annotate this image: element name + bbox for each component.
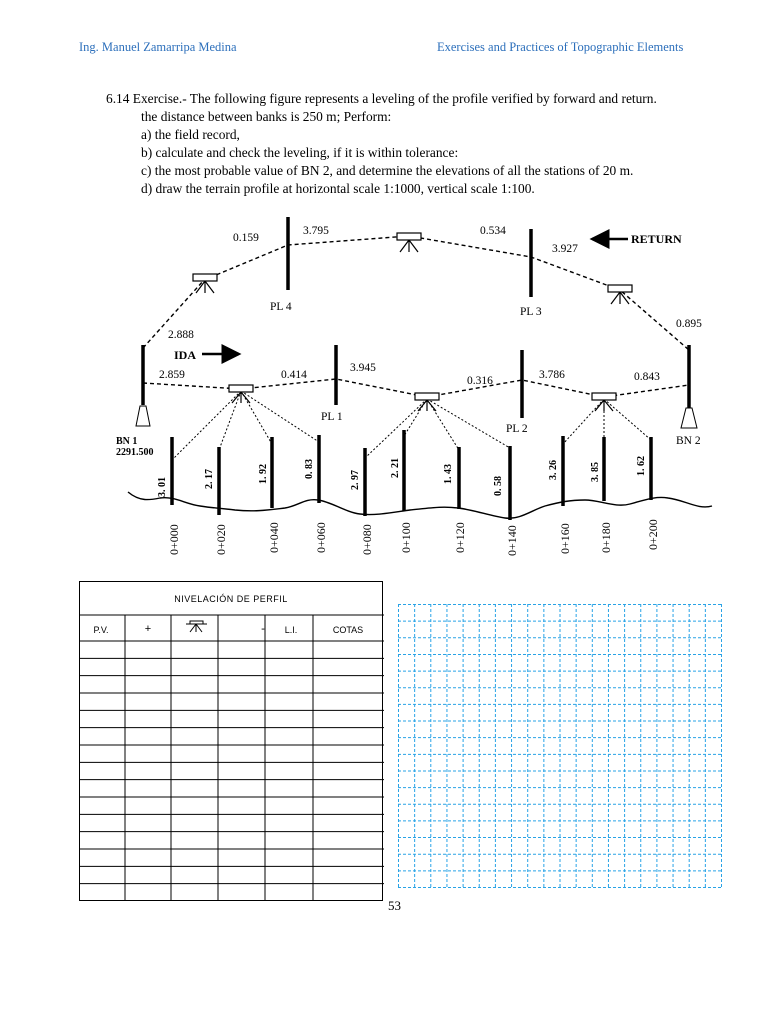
station-7: 0+140 xyxy=(505,525,519,556)
reading-return-0534: 0.534 xyxy=(480,225,506,237)
station-10: 0+200 xyxy=(646,519,660,550)
station-1: 0+020 xyxy=(214,524,228,555)
leveling-profile-figure xyxy=(0,210,768,570)
label-ida: IDA xyxy=(174,348,197,362)
column-header-minus: - xyxy=(261,623,265,635)
reading-fwd-3786: 3.786 xyxy=(539,369,565,381)
column-header-pv: P.V. xyxy=(93,625,109,635)
label-bn1-elevation: 2291.500 xyxy=(116,447,154,458)
exercise-line-2: the distance between banks is 250 m; Perform: xyxy=(141,109,392,124)
label-pl4: PL 4 xyxy=(270,301,292,313)
station-4: 0+080 xyxy=(360,524,374,555)
exercise-line-1: 6.14 Exercise.- The following figure represents a leveling of the profile verified by forward and return. xyxy=(106,91,657,106)
reading-fwd-3945: 3.945 xyxy=(350,362,376,374)
reading-fwd-0414: 0.414 xyxy=(281,369,307,381)
reading-int-10: 1. 62 xyxy=(636,456,647,476)
reading-int-0: 3. 01 xyxy=(157,477,168,497)
station-5: 0+100 xyxy=(399,522,413,553)
reading-fwd-0316: 0.316 xyxy=(467,375,493,387)
level-instrument-icon xyxy=(193,233,632,411)
reading-int-6: 1. 43 xyxy=(443,464,454,484)
reading-int-5: 2. 21 xyxy=(390,458,401,478)
label-bn2: BN 2 xyxy=(676,435,701,447)
record-sheet-title: NIVELACIÓN DE PERFIL xyxy=(174,594,288,604)
station-6: 0+120 xyxy=(453,522,467,553)
reading-int-4: 2. 97 xyxy=(350,470,361,490)
reading-return-3795: 3.795 xyxy=(303,225,329,237)
reading-fwd-0843: 0.843 xyxy=(634,371,660,383)
bn1-monument-icon xyxy=(136,406,150,426)
label-pl3: PL 3 xyxy=(520,306,542,318)
page-number: 53 xyxy=(388,898,401,913)
label-bn1: BN 1 xyxy=(116,436,138,447)
exercise-line-4: b) calculate and check the leveling, if it is within tolerance: xyxy=(141,145,459,160)
column-header-li: L.I. xyxy=(284,625,298,635)
station-9: 0+180 xyxy=(599,522,613,553)
reading-int-1: 2. 17 xyxy=(204,469,215,489)
label-pl2: PL 2 xyxy=(506,423,528,435)
column-header-instrument-icon xyxy=(186,621,207,632)
graph-paper-grid xyxy=(398,604,722,888)
reading-fwd-2859: 2.859 xyxy=(159,369,185,381)
reading-int-2: 1. 92 xyxy=(258,464,269,484)
reading-return-0895: 0.895 xyxy=(676,318,702,330)
reading-int-8: 3. 26 xyxy=(548,460,559,480)
reading-int-3: 0. 83 xyxy=(304,459,315,479)
reading-return-3927: 3.927 xyxy=(552,243,578,255)
label-pl1: PL 1 xyxy=(321,411,343,423)
header-book-title: Exercises and Practices of Topographic Elements xyxy=(437,40,684,54)
field-record-table xyxy=(79,581,384,901)
column-header-cotas: COTAS xyxy=(332,625,364,635)
station-8: 0+160 xyxy=(558,523,572,554)
reading-int-7: 0. 58 xyxy=(493,476,504,496)
station-2: 0+040 xyxy=(267,522,281,553)
reading-return-2888: 2.888 xyxy=(168,329,194,341)
header-author: Ing. Manuel Zamarripa Medina xyxy=(79,40,237,54)
reading-int-9: 3. 85 xyxy=(590,462,601,482)
exercise-line-6: d) draw the terrain profile at horizontal scale 1:1000, vertical scale 1:100. xyxy=(141,181,535,196)
return-sight-lines xyxy=(143,236,689,350)
label-return: RETURN xyxy=(631,232,682,246)
exercise-line-3: a) the field record, xyxy=(141,127,240,142)
station-3: 0+060 xyxy=(314,522,328,553)
station-0: 0+000 xyxy=(167,524,181,555)
column-header-plus: + xyxy=(144,623,152,635)
exercise-line-5: c) the most probable value of BN 2, and determine the elevations of all the stations of 20 m. xyxy=(141,163,634,178)
bn2-monument-icon xyxy=(681,408,697,428)
terrain-profile-line xyxy=(128,492,712,518)
reading-return-0159: 0.159 xyxy=(233,232,259,244)
